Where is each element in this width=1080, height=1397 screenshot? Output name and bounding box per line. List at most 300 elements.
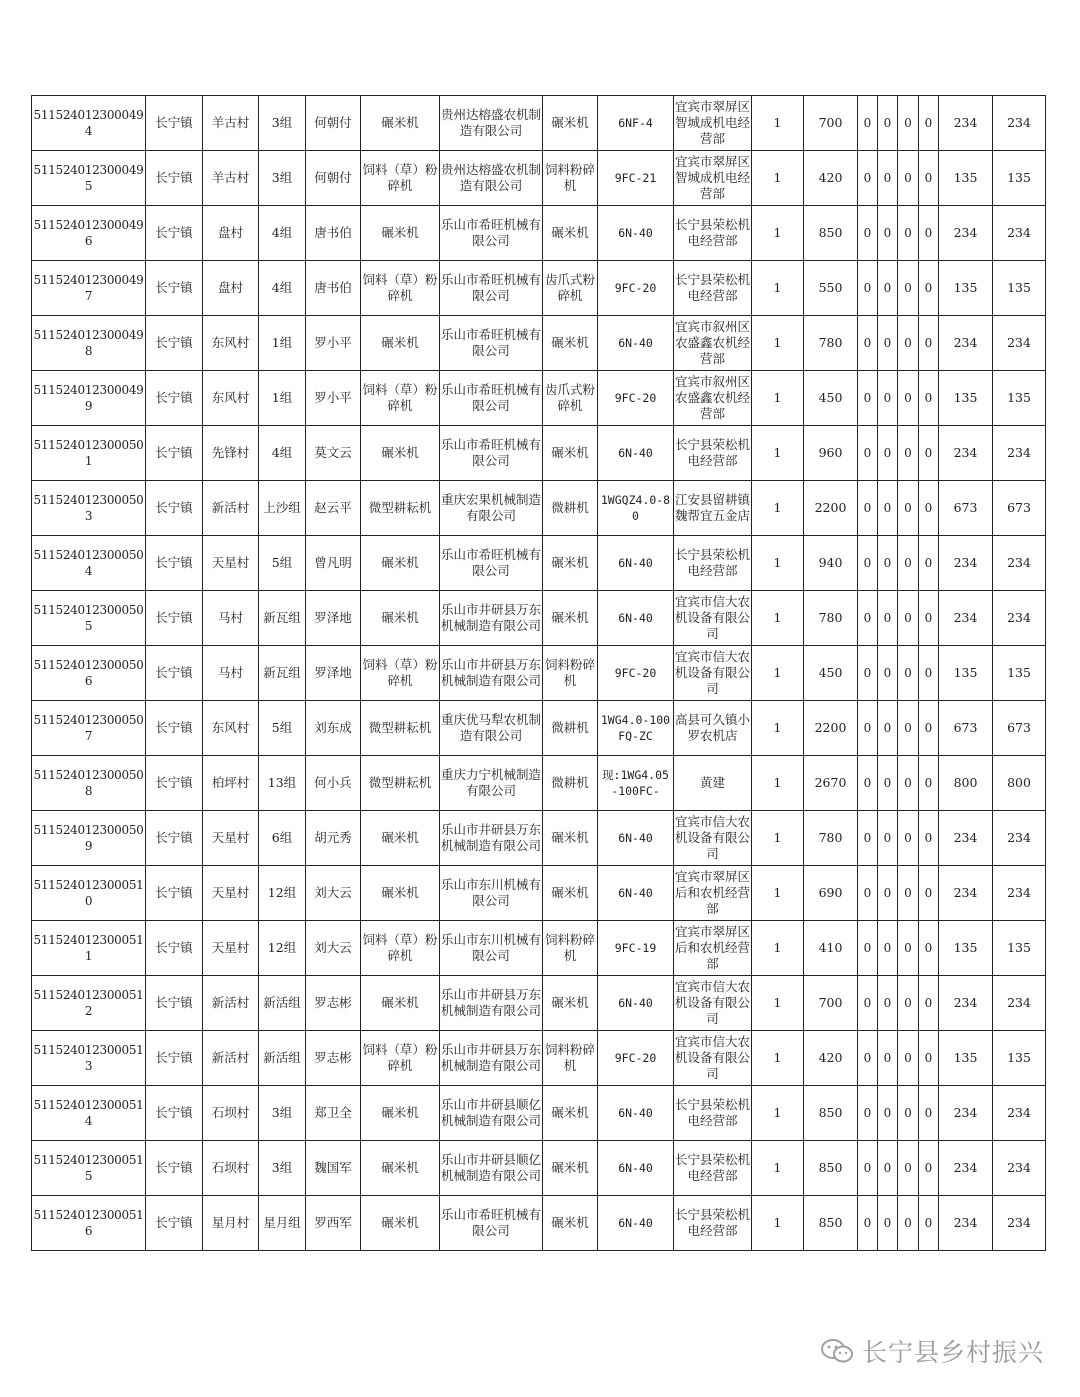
cell-zero-c: 0 bbox=[898, 481, 919, 536]
cell-farmer-name: 胡元秀 bbox=[306, 811, 361, 866]
cell-subsidy-total: 234 bbox=[993, 591, 1046, 646]
cell-manufacturer: 乐山市东川机械有限公司 bbox=[440, 921, 543, 976]
cell-farmer-name: 唐书伯 bbox=[306, 206, 361, 261]
cell-model: 6NF-4 bbox=[598, 96, 674, 151]
cell-zero-a: 0 bbox=[858, 1086, 878, 1141]
cell-model: 9FC-20 bbox=[598, 261, 674, 316]
cell-zero-b: 0 bbox=[878, 96, 898, 151]
wechat-icon bbox=[820, 1338, 854, 1364]
cell-machine-type: 饲料粉碎机 bbox=[543, 921, 598, 976]
table-row bbox=[32, 261, 1046, 316]
cell-zero-a: 0 bbox=[858, 756, 878, 811]
cell-farmer-name: 唐书伯 bbox=[306, 261, 361, 316]
cell-town: 长宁镇 bbox=[146, 921, 203, 976]
cell-zero-d: 0 bbox=[919, 646, 939, 701]
cell-farmer-name: 罗小平 bbox=[306, 316, 361, 371]
cell-quantity: 1 bbox=[752, 756, 804, 811]
cell-town: 长宁镇 bbox=[146, 96, 203, 151]
cell-manufacturer: 乐山市希旺机械有限公司 bbox=[440, 206, 543, 261]
cell-subsidy-total: 234 bbox=[993, 206, 1046, 261]
cell-sale-price: 940 bbox=[804, 536, 858, 591]
table-row bbox=[32, 921, 1046, 976]
cell-manufacturer: 乐山市希旺机械有限公司 bbox=[440, 261, 543, 316]
cell-town: 长宁镇 bbox=[146, 536, 203, 591]
table-body bbox=[32, 96, 1046, 1251]
cell-subsidy-total: 135 bbox=[993, 646, 1046, 701]
cell-village: 石坝村 bbox=[203, 1141, 259, 1196]
cell-machine-type: 碾米机 bbox=[543, 976, 598, 1031]
table-row bbox=[32, 701, 1046, 756]
cell-machine-type: 碾米机 bbox=[543, 811, 598, 866]
cell-dealer: 长宁县荣松机电经营部 bbox=[674, 261, 752, 316]
cell-group: 12组 bbox=[259, 921, 306, 976]
cell-subsidy-total: 673 bbox=[993, 701, 1046, 756]
cell-machine-category: 碾米机 bbox=[361, 866, 440, 921]
cell-farmer-name: 罗泽地 bbox=[306, 646, 361, 701]
cell-quantity: 1 bbox=[752, 1141, 804, 1196]
table-row bbox=[32, 1141, 1046, 1196]
cell-sale-price: 420 bbox=[804, 151, 858, 206]
table-row bbox=[32, 756, 1046, 811]
cell-quantity: 1 bbox=[752, 481, 804, 536]
cell-subsidy-total: 673 bbox=[993, 481, 1046, 536]
cell-zero-d: 0 bbox=[919, 701, 939, 756]
cell-record-id: 5115240123000514 bbox=[32, 1086, 146, 1141]
cell-record-id: 5115240123000505 bbox=[32, 591, 146, 646]
cell-group: 1组 bbox=[259, 371, 306, 426]
cell-subsidy-central: 234 bbox=[939, 1141, 993, 1196]
cell-farmer-name: 罗西军 bbox=[306, 1196, 361, 1251]
cell-subsidy-total: 234 bbox=[993, 96, 1046, 151]
cell-sale-price: 450 bbox=[804, 646, 858, 701]
cell-machine-type: 碾米机 bbox=[543, 536, 598, 591]
cell-machine-category: 碾米机 bbox=[361, 206, 440, 261]
cell-subsidy-central: 234 bbox=[939, 536, 993, 591]
cell-model: 6N-40 bbox=[598, 536, 674, 591]
cell-sale-price: 850 bbox=[804, 1196, 858, 1251]
cell-town: 长宁镇 bbox=[146, 976, 203, 1031]
cell-dealer: 宜宾市信大农机设备有限公司 bbox=[674, 1031, 752, 1086]
cell-machine-category: 碾米机 bbox=[361, 591, 440, 646]
cell-machine-type: 饲料粉碎机 bbox=[543, 646, 598, 701]
cell-subsidy-central: 135 bbox=[939, 261, 993, 316]
cell-zero-d: 0 bbox=[919, 591, 939, 646]
cell-town: 长宁镇 bbox=[146, 1031, 203, 1086]
cell-subsidy-central: 234 bbox=[939, 1086, 993, 1141]
cell-zero-b: 0 bbox=[878, 261, 898, 316]
cell-zero-a: 0 bbox=[858, 591, 878, 646]
cell-farmer-name: 何朝付 bbox=[306, 151, 361, 206]
cell-model: 9FC-21 bbox=[598, 151, 674, 206]
cell-sale-price: 780 bbox=[804, 811, 858, 866]
cell-farmer-name: 罗小平 bbox=[306, 371, 361, 426]
cell-zero-c: 0 bbox=[898, 1086, 919, 1141]
cell-quantity: 1 bbox=[752, 316, 804, 371]
cell-subsidy-total: 800 bbox=[993, 756, 1046, 811]
cell-sale-price: 850 bbox=[804, 1141, 858, 1196]
cell-village: 东风村 bbox=[203, 316, 259, 371]
table-row bbox=[32, 426, 1046, 481]
cell-town: 长宁镇 bbox=[146, 1141, 203, 1196]
cell-manufacturer: 乐山市井研县万东机械制造有限公司 bbox=[440, 1031, 543, 1086]
cell-machine-type: 碾米机 bbox=[543, 866, 598, 921]
cell-zero-b: 0 bbox=[878, 371, 898, 426]
cell-subsidy-total: 234 bbox=[993, 316, 1046, 371]
cell-zero-a: 0 bbox=[858, 976, 878, 1031]
cell-zero-c: 0 bbox=[898, 426, 919, 481]
cell-farmer-name: 刘大云 bbox=[306, 921, 361, 976]
cell-quantity: 1 bbox=[752, 976, 804, 1031]
cell-town: 长宁镇 bbox=[146, 1086, 203, 1141]
cell-subsidy-total: 234 bbox=[993, 1141, 1046, 1196]
cell-manufacturer: 乐山市井研县顺亿机械制造有限公司 bbox=[440, 1141, 543, 1196]
cell-village: 先锋村 bbox=[203, 426, 259, 481]
cell-dealer: 长宁县荣松机电经营部 bbox=[674, 536, 752, 591]
cell-dealer: 长宁县荣松机电经营部 bbox=[674, 1196, 752, 1251]
cell-manufacturer: 乐山市井研县万东机械制造有限公司 bbox=[440, 591, 543, 646]
cell-sale-price: 450 bbox=[804, 371, 858, 426]
cell-record-id: 5115240123000507 bbox=[32, 701, 146, 756]
cell-machine-type: 微耕机 bbox=[543, 481, 598, 536]
cell-sale-price: 700 bbox=[804, 976, 858, 1031]
cell-group: 4组 bbox=[259, 261, 306, 316]
cell-model: 9FC-20 bbox=[598, 371, 674, 426]
cell-model: 6N-40 bbox=[598, 426, 674, 481]
cell-village: 东风村 bbox=[203, 701, 259, 756]
cell-manufacturer: 乐山市井研县万东机械制造有限公司 bbox=[440, 976, 543, 1031]
cell-machine-category: 微型耕耘机 bbox=[361, 701, 440, 756]
cell-village: 天星村 bbox=[203, 811, 259, 866]
cell-machine-type: 饲料粉碎机 bbox=[543, 151, 598, 206]
cell-record-id: 5115240123000499 bbox=[32, 371, 146, 426]
cell-town: 长宁镇 bbox=[146, 1196, 203, 1251]
cell-zero-d: 0 bbox=[919, 536, 939, 591]
cell-record-id: 5115240123000501 bbox=[32, 426, 146, 481]
cell-group: 6组 bbox=[259, 811, 306, 866]
cell-zero-b: 0 bbox=[878, 646, 898, 701]
cell-farmer-name: 罗志彬 bbox=[306, 1031, 361, 1086]
cell-zero-b: 0 bbox=[878, 756, 898, 811]
cell-group: 新瓦组 bbox=[259, 646, 306, 701]
cell-machine-category: 饲料（草）粉碎机 bbox=[361, 1031, 440, 1086]
cell-zero-d: 0 bbox=[919, 96, 939, 151]
cell-sale-price: 700 bbox=[804, 96, 858, 151]
cell-farmer-name: 罗志彬 bbox=[306, 976, 361, 1031]
cell-machine-category: 碾米机 bbox=[361, 426, 440, 481]
cell-zero-d: 0 bbox=[919, 426, 939, 481]
cell-farmer-name: 罗泽地 bbox=[306, 591, 361, 646]
cell-sale-price: 2200 bbox=[804, 701, 858, 756]
cell-town: 长宁镇 bbox=[146, 206, 203, 261]
cell-dealer: 长宁县荣松机电经营部 bbox=[674, 426, 752, 481]
cell-subsidy-central: 673 bbox=[939, 701, 993, 756]
cell-group: 12组 bbox=[259, 866, 306, 921]
cell-zero-c: 0 bbox=[898, 976, 919, 1031]
table-row bbox=[32, 1031, 1046, 1086]
table-row bbox=[32, 1196, 1046, 1251]
cell-zero-d: 0 bbox=[919, 371, 939, 426]
cell-zero-a: 0 bbox=[858, 701, 878, 756]
cell-zero-a: 0 bbox=[858, 866, 878, 921]
cell-manufacturer: 乐山市井研县万东机械制造有限公司 bbox=[440, 811, 543, 866]
cell-farmer-name: 刘东成 bbox=[306, 701, 361, 756]
cell-zero-d: 0 bbox=[919, 921, 939, 976]
cell-machine-type: 齿爪式粉碎机 bbox=[543, 261, 598, 316]
cell-subsidy-total: 135 bbox=[993, 1031, 1046, 1086]
watermark bbox=[820, 1333, 1044, 1369]
cell-village: 马村 bbox=[203, 646, 259, 701]
cell-machine-category: 碾米机 bbox=[361, 1141, 440, 1196]
watermark-text: 长宁县乡村振兴 bbox=[861, 1338, 1044, 1367]
cell-manufacturer: 乐山市井研县万东机械制造有限公司 bbox=[440, 646, 543, 701]
cell-record-id: 5115240123000497 bbox=[32, 261, 146, 316]
cell-zero-c: 0 bbox=[898, 1031, 919, 1086]
cell-subsidy-central: 135 bbox=[939, 151, 993, 206]
cell-zero-d: 0 bbox=[919, 1141, 939, 1196]
cell-machine-type: 碾米机 bbox=[543, 206, 598, 261]
cell-record-id: 5115240123000509 bbox=[32, 811, 146, 866]
cell-group: 3组 bbox=[259, 1141, 306, 1196]
cell-machine-category: 饲料（草）粉碎机 bbox=[361, 646, 440, 701]
table-row bbox=[32, 151, 1046, 206]
cell-dealer: 宜宾市翠屏区后和农机经营部 bbox=[674, 921, 752, 976]
cell-quantity: 1 bbox=[752, 96, 804, 151]
cell-quantity: 1 bbox=[752, 261, 804, 316]
cell-zero-a: 0 bbox=[858, 206, 878, 261]
cell-manufacturer: 乐山市希旺机械有限公司 bbox=[440, 316, 543, 371]
table-row bbox=[32, 316, 1046, 371]
cell-machine-category: 碾米机 bbox=[361, 976, 440, 1031]
cell-zero-c: 0 bbox=[898, 261, 919, 316]
cell-dealer: 宜宾市翠屏区后和农机经营部 bbox=[674, 866, 752, 921]
cell-zero-d: 0 bbox=[919, 481, 939, 536]
cell-zero-d: 0 bbox=[919, 261, 939, 316]
cell-group: 新瓦组 bbox=[259, 591, 306, 646]
cell-group: 3组 bbox=[259, 1086, 306, 1141]
cell-village: 天星村 bbox=[203, 921, 259, 976]
cell-sale-price: 2200 bbox=[804, 481, 858, 536]
cell-village: 天星村 bbox=[203, 866, 259, 921]
cell-machine-type: 碾米机 bbox=[543, 316, 598, 371]
table-row bbox=[32, 976, 1046, 1031]
cell-subsidy-central: 135 bbox=[939, 371, 993, 426]
cell-model: 9FC-19 bbox=[598, 921, 674, 976]
cell-subsidy-central: 673 bbox=[939, 481, 993, 536]
cell-zero-c: 0 bbox=[898, 921, 919, 976]
cell-zero-b: 0 bbox=[878, 701, 898, 756]
cell-model: 1WG4.0-100FQ-ZC bbox=[598, 701, 674, 756]
cell-zero-c: 0 bbox=[898, 591, 919, 646]
cell-zero-a: 0 bbox=[858, 426, 878, 481]
cell-model: 1WGQZ4.0-80 bbox=[598, 481, 674, 536]
cell-sale-price: 690 bbox=[804, 866, 858, 921]
cell-village: 羊古村 bbox=[203, 151, 259, 206]
cell-dealer: 长宁县荣松机电经营部 bbox=[674, 206, 752, 261]
cell-record-id: 5115240123000508 bbox=[32, 756, 146, 811]
cell-dealer: 宜宾市叙州区农盛鑫农机经营部 bbox=[674, 316, 752, 371]
cell-zero-c: 0 bbox=[898, 206, 919, 261]
cell-zero-c: 0 bbox=[898, 371, 919, 426]
cell-record-id: 5115240123000494 bbox=[32, 96, 146, 151]
cell-zero-b: 0 bbox=[878, 1196, 898, 1251]
cell-sale-price: 420 bbox=[804, 1031, 858, 1086]
cell-dealer: 长宁县荣松机电经营部 bbox=[674, 1086, 752, 1141]
cell-machine-type: 微耕机 bbox=[543, 756, 598, 811]
cell-model: 现:1WG4.05-100FC- bbox=[598, 756, 674, 811]
cell-dealer: 宜宾市叙州区农盛鑫农机经营部 bbox=[674, 371, 752, 426]
cell-manufacturer: 乐山市希旺机械有限公司 bbox=[440, 426, 543, 481]
cell-zero-b: 0 bbox=[878, 151, 898, 206]
cell-town: 长宁镇 bbox=[146, 371, 203, 426]
cell-farmer-name: 赵云平 bbox=[306, 481, 361, 536]
cell-farmer-name: 何小兵 bbox=[306, 756, 361, 811]
cell-quantity: 1 bbox=[752, 1086, 804, 1141]
cell-zero-a: 0 bbox=[858, 536, 878, 591]
cell-subsidy-total: 234 bbox=[993, 426, 1046, 481]
cell-zero-a: 0 bbox=[858, 1031, 878, 1086]
cell-farmer-name: 何朝付 bbox=[306, 96, 361, 151]
cell-group: 13组 bbox=[259, 756, 306, 811]
cell-subsidy-total: 234 bbox=[993, 811, 1046, 866]
cell-zero-a: 0 bbox=[858, 261, 878, 316]
cell-subsidy-total: 234 bbox=[993, 976, 1046, 1031]
cell-group: 星月组 bbox=[259, 1196, 306, 1251]
cell-subsidy-central: 135 bbox=[939, 1031, 993, 1086]
cell-manufacturer: 贵州达榕盛农机制造有限公司 bbox=[440, 151, 543, 206]
table-row bbox=[32, 866, 1046, 921]
cell-machine-category: 碾米机 bbox=[361, 316, 440, 371]
cell-zero-a: 0 bbox=[858, 316, 878, 371]
cell-quantity: 1 bbox=[752, 1196, 804, 1251]
cell-village: 石坝村 bbox=[203, 1086, 259, 1141]
cell-record-id: 5115240123000498 bbox=[32, 316, 146, 371]
cell-quantity: 1 bbox=[752, 426, 804, 481]
cell-subsidy-central: 800 bbox=[939, 756, 993, 811]
cell-machine-category: 微型耕耘机 bbox=[361, 481, 440, 536]
cell-zero-c: 0 bbox=[898, 316, 919, 371]
cell-machine-category: 饲料（草）粉碎机 bbox=[361, 261, 440, 316]
cell-record-id: 5115240123000506 bbox=[32, 646, 146, 701]
cell-town: 长宁镇 bbox=[146, 646, 203, 701]
cell-zero-d: 0 bbox=[919, 811, 939, 866]
cell-group: 4组 bbox=[259, 426, 306, 481]
cell-zero-c: 0 bbox=[898, 701, 919, 756]
cell-zero-d: 0 bbox=[919, 206, 939, 261]
cell-subsidy-central: 234 bbox=[939, 96, 993, 151]
cell-zero-a: 0 bbox=[858, 921, 878, 976]
cell-zero-c: 0 bbox=[898, 1141, 919, 1196]
cell-dealer: 长宁县荣松机电经营部 bbox=[674, 1141, 752, 1196]
cell-subsidy-total: 135 bbox=[993, 261, 1046, 316]
cell-sale-price: 410 bbox=[804, 921, 858, 976]
cell-group: 3组 bbox=[259, 151, 306, 206]
cell-town: 长宁镇 bbox=[146, 756, 203, 811]
cell-manufacturer: 乐山市希旺机械有限公司 bbox=[440, 371, 543, 426]
cell-machine-category: 碾米机 bbox=[361, 811, 440, 866]
cell-zero-c: 0 bbox=[898, 646, 919, 701]
cell-quantity: 1 bbox=[752, 591, 804, 646]
table-row bbox=[32, 206, 1046, 261]
cell-manufacturer: 乐山市希旺机械有限公司 bbox=[440, 1196, 543, 1251]
table-row bbox=[32, 591, 1046, 646]
cell-quantity: 1 bbox=[752, 371, 804, 426]
cell-group: 1组 bbox=[259, 316, 306, 371]
cell-model: 6N-40 bbox=[598, 976, 674, 1031]
cell-model: 6N-40 bbox=[598, 1141, 674, 1196]
cell-subsidy-central: 234 bbox=[939, 976, 993, 1031]
cell-model: 6N-40 bbox=[598, 866, 674, 921]
cell-farmer-name: 魏国军 bbox=[306, 1141, 361, 1196]
cell-sale-price: 850 bbox=[804, 1086, 858, 1141]
cell-sale-price: 850 bbox=[804, 206, 858, 261]
cell-machine-category: 碾米机 bbox=[361, 96, 440, 151]
cell-subsidy-central: 234 bbox=[939, 591, 993, 646]
cell-machine-type: 碾米机 bbox=[543, 96, 598, 151]
cell-subsidy-total: 234 bbox=[993, 1086, 1046, 1141]
cell-subsidy-total: 234 bbox=[993, 866, 1046, 921]
cell-model: 6N-40 bbox=[598, 811, 674, 866]
cell-machine-type: 齿爪式粉碎机 bbox=[543, 371, 598, 426]
cell-quantity: 1 bbox=[752, 1031, 804, 1086]
cell-dealer: 宜宾市翠屏区智城成机电经营部 bbox=[674, 96, 752, 151]
cell-zero-d: 0 bbox=[919, 1196, 939, 1251]
cell-record-id: 5115240123000495 bbox=[32, 151, 146, 206]
cell-sale-price: 780 bbox=[804, 316, 858, 371]
cell-farmer-name: 莫文云 bbox=[306, 426, 361, 481]
cell-subsidy-total: 135 bbox=[993, 371, 1046, 426]
cell-zero-c: 0 bbox=[898, 756, 919, 811]
cell-town: 长宁镇 bbox=[146, 261, 203, 316]
cell-zero-b: 0 bbox=[878, 1141, 898, 1196]
cell-model: 6N-40 bbox=[598, 316, 674, 371]
cell-group: 新活组 bbox=[259, 976, 306, 1031]
cell-sale-price: 550 bbox=[804, 261, 858, 316]
cell-village: 东风村 bbox=[203, 371, 259, 426]
cell-subsidy-central: 135 bbox=[939, 646, 993, 701]
cell-quantity: 1 bbox=[752, 921, 804, 976]
cell-subsidy-total: 135 bbox=[993, 151, 1046, 206]
cell-zero-b: 0 bbox=[878, 811, 898, 866]
cell-zero-c: 0 bbox=[898, 151, 919, 206]
cell-quantity: 1 bbox=[752, 866, 804, 921]
cell-zero-a: 0 bbox=[858, 1196, 878, 1251]
cell-record-id: 5115240123000504 bbox=[32, 536, 146, 591]
cell-zero-b: 0 bbox=[878, 921, 898, 976]
cell-zero-c: 0 bbox=[898, 1196, 919, 1251]
cell-manufacturer: 乐山市希旺机械有限公司 bbox=[440, 536, 543, 591]
cell-zero-b: 0 bbox=[878, 206, 898, 261]
cell-zero-a: 0 bbox=[858, 1141, 878, 1196]
cell-quantity: 1 bbox=[752, 701, 804, 756]
cell-zero-b: 0 bbox=[878, 316, 898, 371]
cell-zero-b: 0 bbox=[878, 976, 898, 1031]
cell-village: 天星村 bbox=[203, 536, 259, 591]
cell-farmer-name: 曾凡明 bbox=[306, 536, 361, 591]
cell-zero-b: 0 bbox=[878, 536, 898, 591]
cell-model: 6N-40 bbox=[598, 1086, 674, 1141]
cell-zero-b: 0 bbox=[878, 1031, 898, 1086]
table-row bbox=[32, 96, 1046, 151]
cell-machine-category: 碾米机 bbox=[361, 1086, 440, 1141]
cell-zero-a: 0 bbox=[858, 151, 878, 206]
cell-model: 9FC-20 bbox=[598, 646, 674, 701]
cell-village: 新活村 bbox=[203, 481, 259, 536]
cell-town: 长宁镇 bbox=[146, 481, 203, 536]
cell-subsidy-central: 234 bbox=[939, 866, 993, 921]
cell-subsidy-central: 234 bbox=[939, 316, 993, 371]
cell-manufacturer: 重庆力宁机械制造有限公司 bbox=[440, 756, 543, 811]
cell-subsidy-central: 234 bbox=[939, 206, 993, 261]
